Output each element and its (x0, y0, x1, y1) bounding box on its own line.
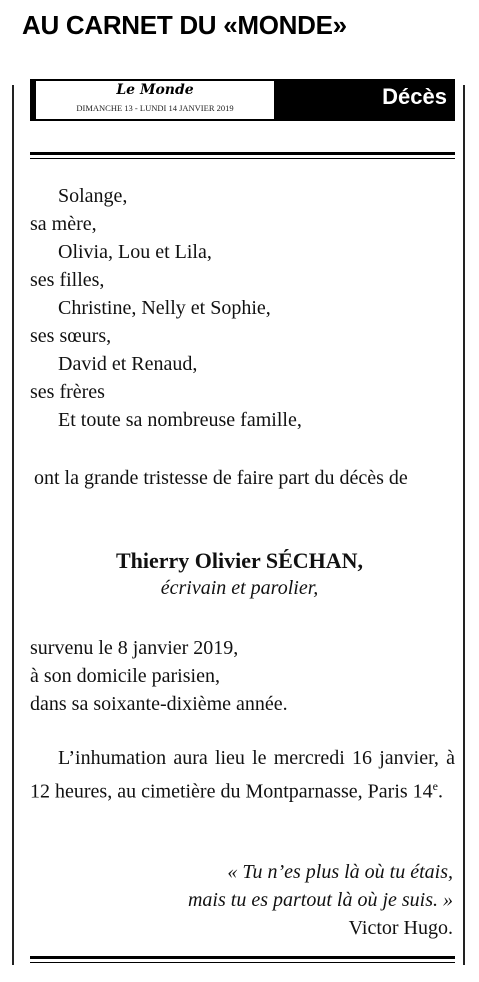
frame-right-border (463, 85, 465, 965)
deceased-name: Thierry Olivier SÉCHAN, (115, 548, 364, 573)
family-line: David et Renaud, (58, 353, 198, 375)
family-line: Et toute sa nombreuse famille, (58, 409, 302, 431)
page-headline: AU CARNET DU «MONDE» (22, 10, 347, 40)
detail-line: à son domicile parisien, (30, 665, 220, 687)
family-relation: ses filles, (30, 269, 105, 291)
bottom-rule (30, 956, 455, 959)
burial-end: . (438, 780, 443, 803)
family-relation: ses frères (30, 381, 105, 403)
family-relation: sa mère, (30, 213, 97, 235)
quote-author: Victor Hugo. (348, 917, 453, 939)
top-rule (30, 152, 455, 155)
deceased-role: écrivain et parolier, (160, 577, 319, 599)
announcement-text: ont la grande tristesse de faire part du décès de (34, 467, 408, 489)
burial-text (30, 744, 455, 806)
family-line: Olivia, Lou et Lila, (58, 241, 212, 263)
quote-line: « Tu n’es plus là où tu étais, (227, 861, 453, 883)
family-line: Solange, (58, 185, 128, 207)
detail-line: survenu le 8 janvier 2019, (30, 637, 239, 659)
burial-body: L’inhumation aura lieu le mercredi 16 janvier, à 12 heures, au cimetière du Montparnasse, Paris 14 (30, 747, 455, 803)
masthead-box (36, 81, 274, 119)
detail-line: dans sa soixante-dixième année. (30, 693, 288, 715)
family-relation: ses sœurs, (30, 325, 112, 347)
family-line: Christine, Nelly et Sophie, (58, 297, 271, 319)
newspaper-logo: Le Monde (116, 82, 194, 98)
bottom-rule-thin (30, 962, 455, 963)
frame-left-border (12, 85, 14, 965)
top-rule-thin (30, 158, 455, 159)
section-title: Décès (382, 84, 447, 109)
quote-line: mais tu es partout là où je suis. » (187, 889, 453, 911)
burial-superscript: e (432, 779, 438, 793)
issue-date: DIMANCHE 13 - LUNDI 14 JANVIER 2019 (76, 103, 234, 113)
